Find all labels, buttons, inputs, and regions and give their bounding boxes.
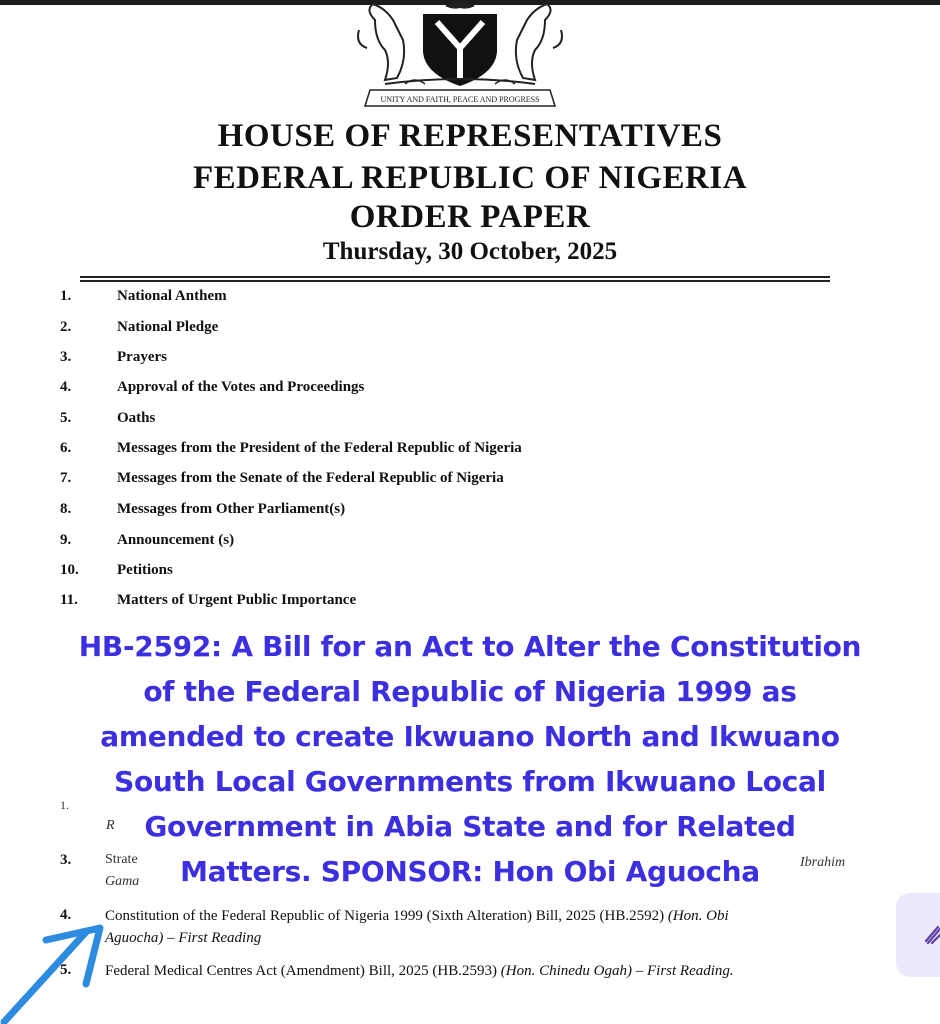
bill-sponsor-reading: Aguocha) – First Reading [105, 930, 262, 946]
agenda-item: 4. Approval of the Votes and Proceedings [60, 379, 365, 395]
agenda-item: 3. Prayers [60, 349, 167, 365]
agenda-item: 6. Messages from the President of the Federal Republic of Nigeria [60, 440, 522, 456]
order-paper-title: ORDER PAPER [349, 199, 591, 235]
pen-squiggle-icon [924, 923, 940, 945]
hidden-fragment: Strate [105, 852, 138, 867]
agenda-item: 10. Petitions [60, 562, 173, 578]
floating-edit-button[interactable] [896, 893, 940, 977]
agenda-item: 7. Messages from the Senate of the Federal Republic of Nigeria [60, 470, 504, 486]
overlay-line: Government in Abia State and for Related [144, 810, 796, 843]
agenda-item: 11. Matters of Urgent Public Importance [60, 592, 357, 608]
bill-summary-overlay [20, 624, 920, 894]
overlay-line: of the Federal Republic of Nigeria 1999 as [143, 675, 797, 708]
republic-title: FEDERAL REPUBLIC OF NIGERIA [192, 160, 748, 196]
hidden-fragment: Gama [105, 874, 140, 889]
bill-item [105, 960, 895, 982]
house-title: HOUSE OF REPRESENTATIVES [217, 118, 723, 154]
overlay-line: Matters. SPONSOR: Hon Obi Aguocha [180, 855, 760, 888]
hidden-fragment: Ibrahim [800, 855, 846, 870]
agenda-item: 1. National Anthem [60, 288, 227, 304]
annotation-arrow-icon [0, 900, 120, 1024]
agenda-item: 9. Announcement (s) [60, 532, 235, 548]
bill-sponsor: (Hon. Obi [667, 908, 729, 924]
bill-number: 5. [60, 962, 72, 978]
hidden-fragment: 1. [60, 798, 69, 812]
crest-motto: UNITY AND FAITH, PEACE AND PROGRESS [380, 95, 540, 104]
agenda-item: 8. Messages from Other Parliament(s) [60, 501, 346, 517]
hidden-fragment: R [106, 818, 115, 833]
overlay-line: South Local Governments from Ikwuano Local [114, 765, 826, 798]
agenda-item: 5. Oaths [60, 410, 156, 426]
bill-item [105, 905, 875, 949]
bill-sponsor: (Hon. Chinedu Ogah) – First Reading. [500, 963, 734, 979]
bill-title: Federal Medical Centres Act (Amendment) Bill, 2025 (HB.2593) [105, 963, 497, 979]
bill-title: Constitution of the Federal Republic of Nigeria 1999 (Sixth Alteration) Bill, 2025 (HB.2592) [105, 908, 665, 924]
coat-of-arms [345, 0, 575, 108]
session-date: Thursday, 30 October, 2025 [322, 238, 618, 265]
header-rule-bottom [80, 280, 830, 282]
overlay-line: HB-2592: A Bill for an Act to Alter the Constitution [78, 630, 862, 663]
agenda-item: 2. National Pledge [60, 319, 219, 335]
bill-number: 3. [60, 852, 72, 868]
header-rule-top [80, 276, 830, 278]
overlay-line: amended to create Ikwuano North and Ikwuano [100, 720, 840, 753]
bill-number: 4. [60, 907, 72, 923]
